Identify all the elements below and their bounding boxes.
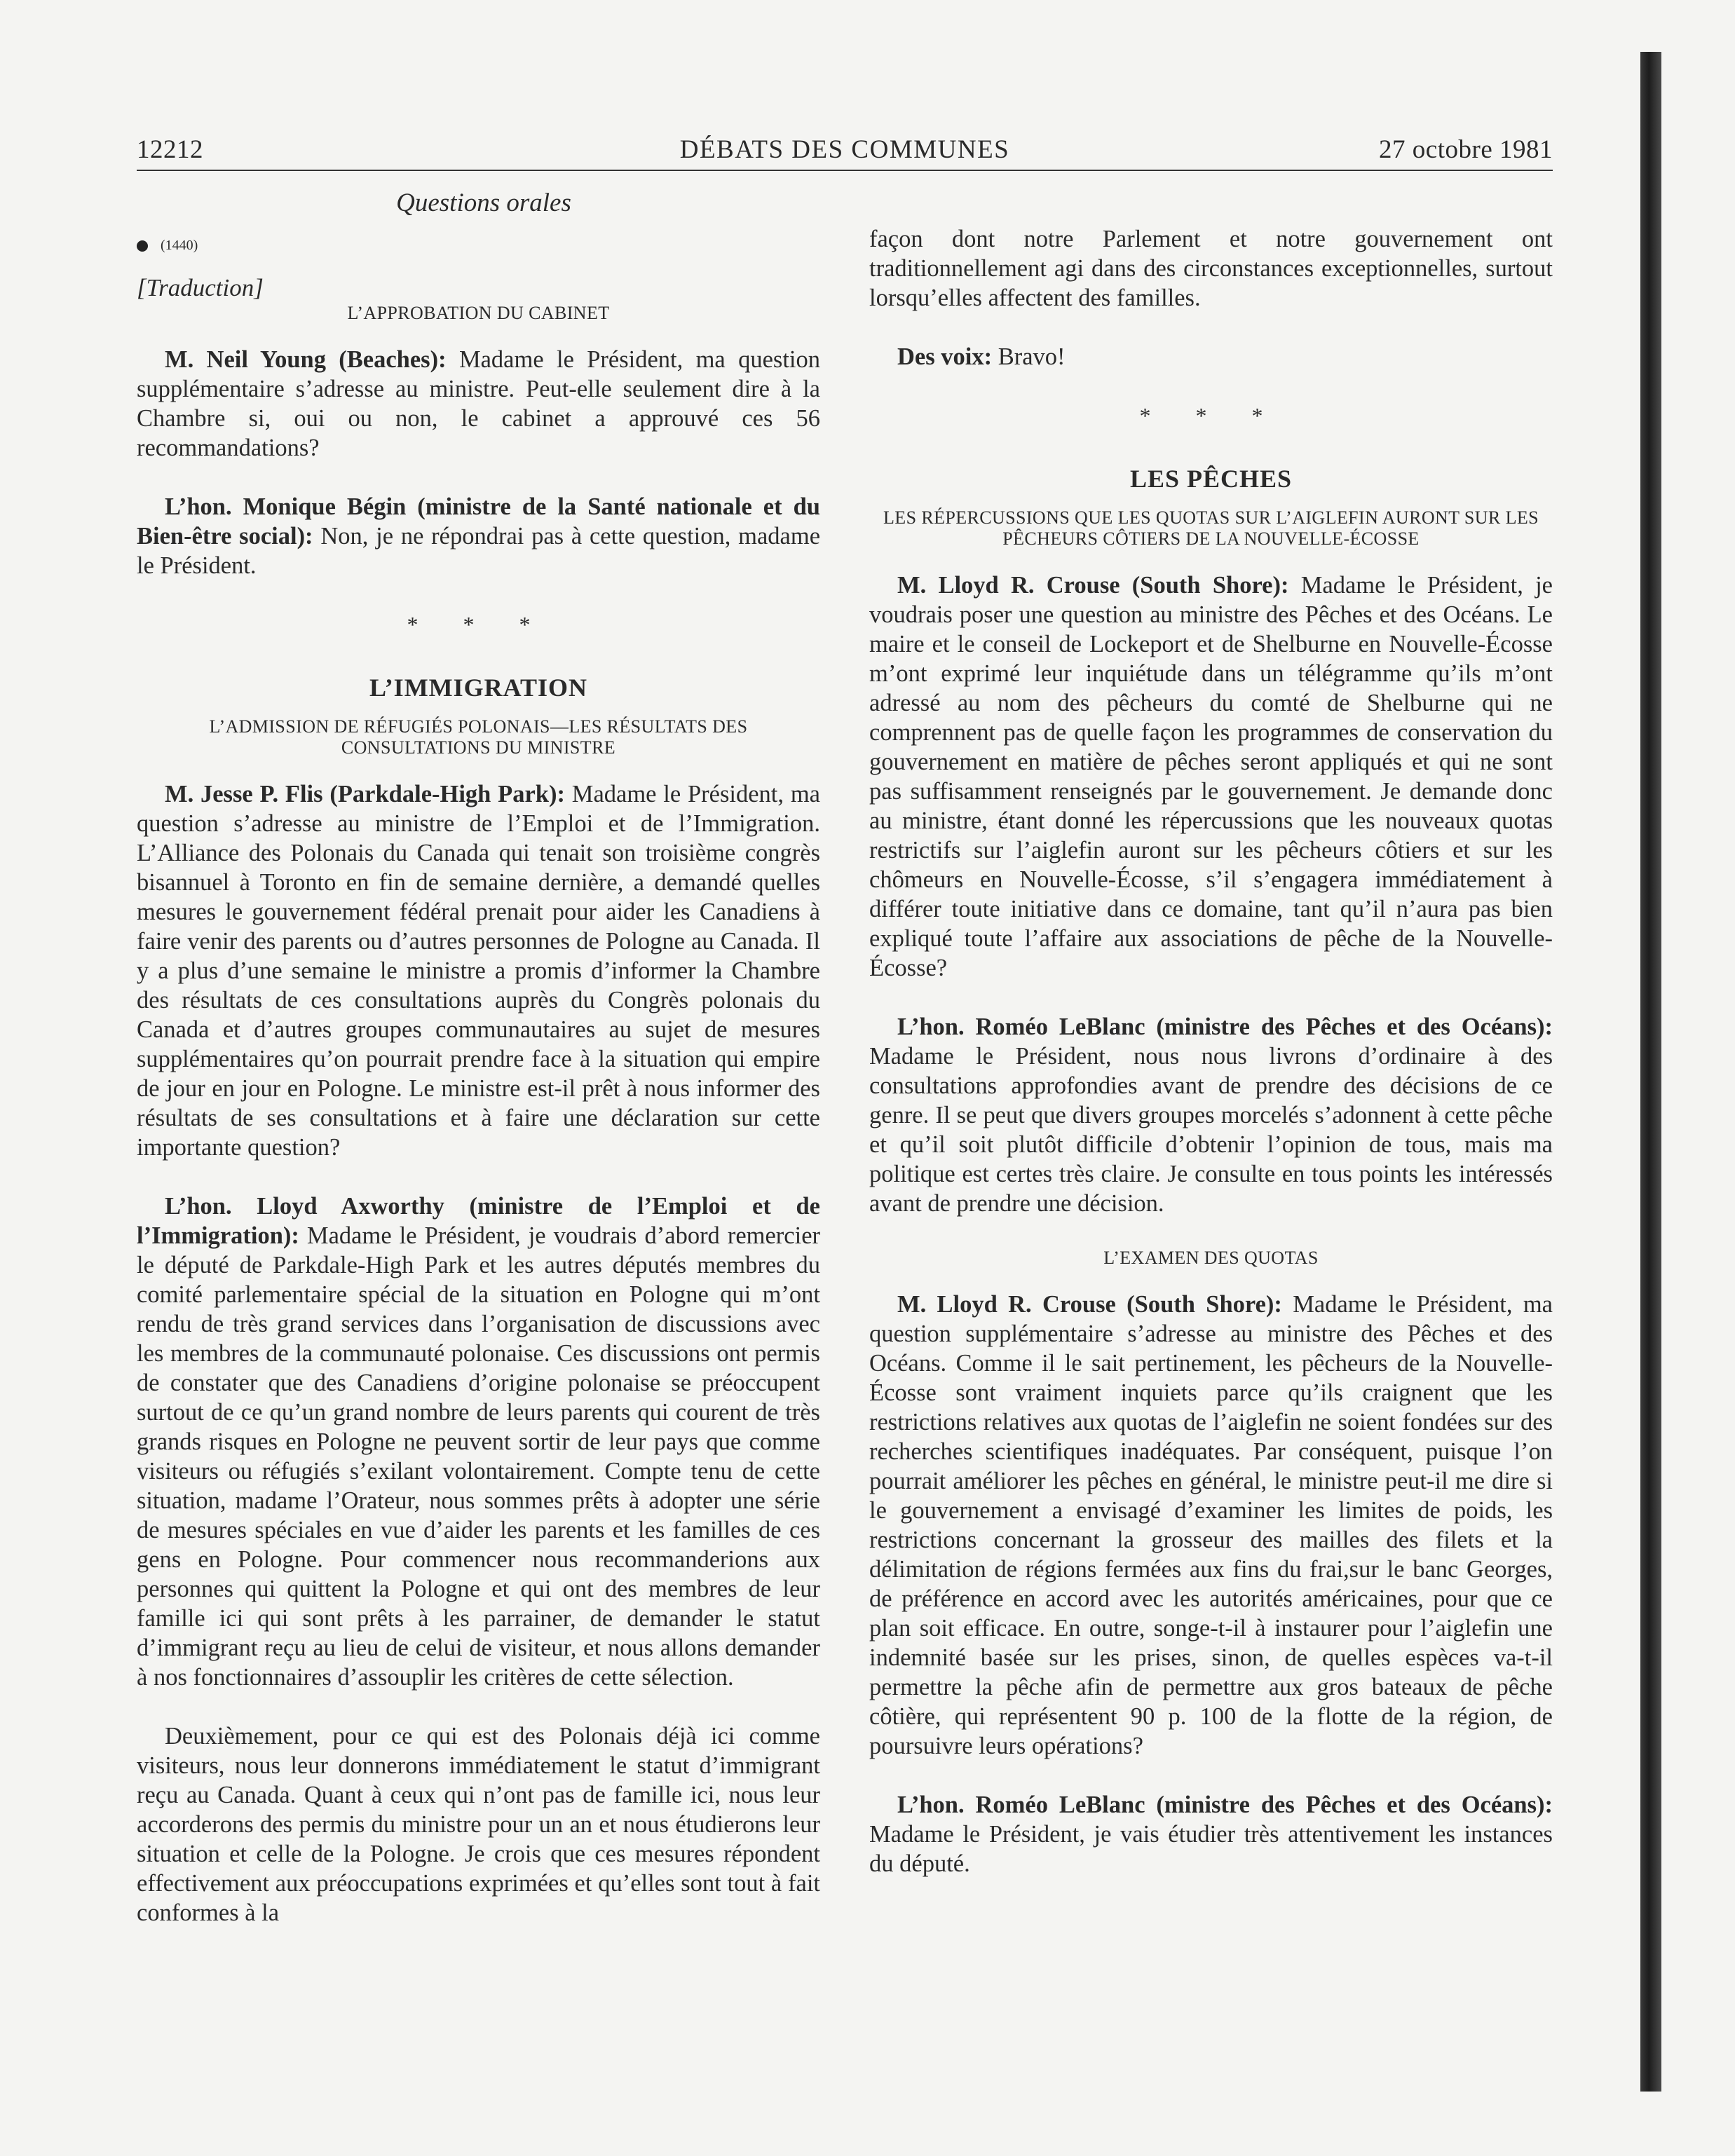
speaker: L’hon. Roméo LeBlanc (ministre des Pêches et des Océans):: [897, 1014, 1553, 1040]
topic-heading: L’APPROBATION DU CABINET: [347, 303, 610, 323]
paragraph: M. Lloyd R. Crouse (South Shore): Madame le Président, ma question supplémentaire s’adresse au ministre des Pêches et des Océans. Comme il le sait pertinement, les pêcheurs de la Nouvelle-Écosse sont vraiment inquiets parce qu’ils craignent que les restrictions relatives aux quotas de l’aiglefin ne soient fondées sur des recherches scientifiques inadéquates. Par conséquent, puisque l’on pourrait améliorer les pêches en général, le ministre peut-il me dire si le gouvernement a envisagé d’examiner les limites de poids, les restrictions concernant la grosseur des mailles des filets et la délimitation de régions fermées aux fins du frai,sur le banc Georges, de préférence en accord avec les autorités américaines, pour que ce plan soit efficace. En outre, songe-t-il à instaurer pour l’aiglefin une indemnité basée sur les prises, sinon, de quelles espèces va-t-il permettre la pêche afin de permettre aux gros bateaux de pêche côtière, qui représentent 90 p. 100 de la flotte de la région, de poursuivre leurs opérations?: [869, 1291, 1553, 1759]
bullet-icon: [137, 240, 148, 252]
time-marker: (1440): [137, 231, 820, 259]
publication-title: DÉBATS DES COMMUNES: [679, 135, 1010, 164]
translation-label: [Traduction]: [137, 274, 264, 301]
speaker: M. Jesse P. Flis (Parkdale-High Park):: [165, 781, 565, 807]
paragraph: L’hon. Roméo LeBlanc (ministre des Pêches et des Océans): Madame le Président, nous nous livrons d’ordinaire à des consultations approfondies avant de prendre des décisions de ce genre. Il se peut que divers groupes morcelés s’adonnent à cette pêche et qu’il soit plutôt difficile d’obtenir l’opinion de tous, mais ma politique est certes très claire. Je consulte en tous points les intéressés avant de prendre une décision.: [869, 1014, 1553, 1217]
paragraph: façon dont notre Parlement et notre gouvernement ont traditionnellement agi dans des circonstances exceptionnelles, surtout lorsqu’elles affectent des familles.: [869, 226, 1553, 311]
paragraph: M. Jesse P. Flis (Parkdale-High Park): Madame le Président, ma question s’adresse au ministre de l’Emploi et de l’Immigration. L’Alliance des Polonais du Canada qui tenait son troisième congrès bisannuel à Toronto en fin de semaine dernière, a demandé quelles mesures le gouvernement fédéral prenait pour aider les Canadiens à faire venir des parents ou d’autres personnes de Pologne au Canada. Il y a plus d’une semaine le ministre a promis d’informer la Chambre des résultats de ces consultations auprès du Congrès polonais du Canada et d’autres groupes communautaires au sujet de mesures supplémentaires qu’on pourrait prendre face à la situation qui empire de jour en jour en Pologne. Le ministre est-il prêt à nous informer des résultats de ses consultations et à faire une déclaration sur cette importante question?: [137, 781, 820, 1161]
topic-heading: L’ADMISSION DE RÉFUGIÉS POLONAIS—LES RÉSULTATS DES CONSULTATIONS DU MINISTRE: [209, 716, 748, 758]
speaker: Des voix:: [897, 343, 993, 370]
speaker: M. Lloyd R. Crouse (South Shore):: [897, 572, 1289, 599]
paragraph: L’hon. Lloyd Axworthy (ministre de l’Emploi et de l’Immigration): Madame le Président, je voudrais d’abord remercier le député de Parkdale-High Park et les autres députés membres du comité parlementaire spécial de la situation en Pologne qui m’ont rendu de très grand services dans l’organisation de discussions avec les membres de la communauté polonaise. Ces discussions ont permis de constater que des Canadiens d’origine polonaise se préoccupent surtout de ce qu’un grand nombre de leurs parents qui courent de très grands risques en Pologne ne peuvent sortir de leur pays que comme visiteurs ou réfugiés s’exilant volontairement. Compte tenu de cette situation, madame l’Orateur, nous sommes prêts à adopter une série de mesures spéciales en vue d’aider les parents et les familles de ces gens en Pologne. Pour commencer nous recommanderions aux personnes qui quittent la Pologne et qui ont des membres de leur famille ici qui sont prêts à les parrainer, de demander le statut d’immigrant reçu au lieu de celui de visiteur, et nous allons demander à nos fonctionnaires d’assouplir les critères de cette sélection.: [137, 1193, 820, 1691]
section-heading: L’IMMIGRATION: [369, 674, 588, 702]
page-number: 12212: [137, 135, 203, 164]
paragraph: Deuxièmement, pour ce qui est des Polonais déjà ici comme visiteurs, nous leur donnerons immédiatement le statut d’immigrant reçu au Canada. Quant à ceux qui n’ont pas de famille ici, nous leur accorderons des permis du ministre pour un an et nous étudierons leur situation et celle de la Pologne. Je crois que ces mesures répondent effectivement aux préoccupations exprimées et qu’elles sont tout à fait conformes à la: [137, 1723, 820, 1926]
scan-edge: [1640, 52, 1661, 2092]
topic-heading: L’EXAMEN DES QUOTAS: [1103, 1248, 1319, 1268]
speaker: M. Lloyd R. Crouse (South Shore):: [897, 1291, 1282, 1318]
speaker: L’hon. Lloyd Axworthy (ministre de l’Emploi et de l’Immigration):: [137, 1193, 820, 1249]
paragraph: M. Lloyd R. Crouse (South Shore): Madame le Président, je voudrais poser une question au ministre des Pêches et des Océans. Le maire et le conseil de Lockeport et de Shelburne en Nouvelle-Écosse m’ont exprimé leur inquiétude dans un télégramme qu’ils m’ont adressé au nom des pêcheurs du comté de Shelburne qui ne comprennent pas de quelle façon les programmes de conservation du gouvernement en matière de pêches seront appliqués et qui ne sont pas suffisamment renseignés par le gouvernement. Je demande donc au ministre, étant donné les répercussions que les nouveaux quotas restrictifs sur l’aiglefin auront sur les pêcheurs côtiers et sur les chômeurs en Nouvelle-Écosse, s’il s’engagera immédiatement à différer toute initiative dans ce domaine, tant qu’il n’aura pas bien expliqué toute l’affaire aux associations de pêche de la Nouvelle-Écosse?: [869, 572, 1553, 981]
issue-date: 27 octobre 1981: [1379, 135, 1553, 164]
left-column: [137, 224, 820, 1928]
section-title: Questions orales: [396, 189, 571, 217]
section-heading: LES PÊCHES: [1129, 465, 1293, 493]
running-head: [137, 133, 1553, 171]
paragraph: L’hon. Monique Bégin (ministre de la Santé nationale et du Bien-être social): Non, je ne répondrai pas à cette question, madame le Président.: [137, 493, 821, 579]
speaker: L’hon. Monique Bégin (ministre de la Santé nationale et du Bien-être social):: [137, 493, 820, 550]
topic-heading: LES RÉPERCUSSIONS QUE LES QUOTAS SUR L’AIGLEFIN AURONT SUR LES PÊCHEURS CÔTIERS DE LA NOUVELLE-ÉCOSSE: [883, 507, 1539, 549]
speaker: L’hon. Roméo LeBlanc (ministre des Pêches et des Océans):: [897, 1792, 1553, 1818]
section-separator: * * *: [407, 612, 550, 637]
paragraph: L’hon. Roméo LeBlanc (ministre des Pêches et des Océans): Madame le Président, je vais étudier très attentivement les instances du député.: [869, 1792, 1553, 1877]
right-column: [869, 224, 1553, 1878]
paragraph: Des voix: Bravo!: [897, 343, 1066, 370]
paragraph: M. Neil Young (Beaches): Madame le Président, ma question supplémentaire s’adresse au ministre. Peut-elle seulement dire à la Chambre si, oui ou non, le cabinet a approuvé ces 56 recommandations?: [137, 346, 820, 461]
section-separator: * * *: [1139, 403, 1283, 428]
speaker: M. Neil Young (Beaches):: [165, 346, 447, 373]
page: [137, 133, 1553, 1926]
